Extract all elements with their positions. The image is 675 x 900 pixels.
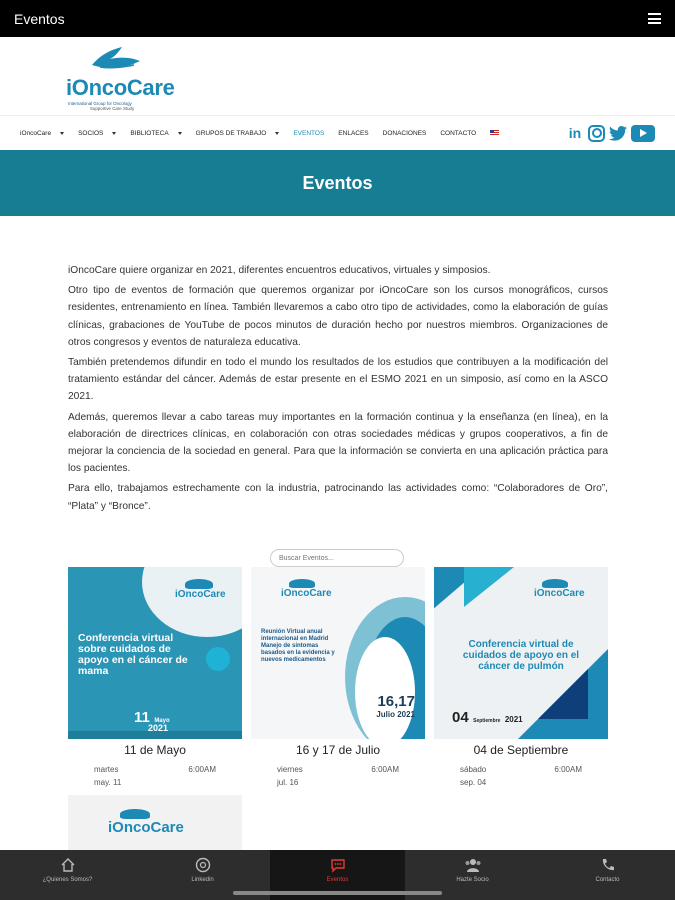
chat-icon xyxy=(329,856,347,874)
phone-icon xyxy=(599,856,617,874)
chevron-down-icon xyxy=(60,132,64,135)
chevron-down-icon xyxy=(275,132,279,135)
event-short-date: jul. 16 xyxy=(277,778,299,787)
app-bar xyxy=(0,0,675,37)
home-icon xyxy=(59,856,77,874)
app-title: Eventos xyxy=(14,10,65,27)
event-short-date: may. 11 xyxy=(94,778,122,787)
event-poster[interactable] xyxy=(251,567,425,739)
social-links xyxy=(566,124,655,142)
header-logo-area xyxy=(0,37,675,115)
nav-item-ioncocare[interactable]: iOncoCare xyxy=(20,130,64,137)
search-events-input[interactable] xyxy=(270,549,404,567)
tab-label: Hazte Socio xyxy=(456,877,489,883)
group-icon xyxy=(464,856,482,874)
nav-item-biblioteca[interactable]: BIBLIOTECA xyxy=(130,130,181,137)
hamburger-icon[interactable] xyxy=(648,13,661,24)
nav-item-contacto[interactable]: CONTACTO xyxy=(440,129,477,137)
intro-text xyxy=(68,262,608,518)
page-banner xyxy=(0,150,675,216)
paragraph: Otro tipo de eventos de formación que queremos organizar por iOncoCare son los cursos monográficos, cursos residentes, entrenamiento en línea. También llevaremos a cabo otro tipo de actividades, como la elaboración de guías clínicas, grabaciones de YouTube de pocos minutos de duración hecho por nuestros miembros. Organizaciones de otros congresos y eventos de naturaleza educativa. xyxy=(68,285,608,348)
event-weekday: sábado xyxy=(460,765,487,774)
event-card[interactable] xyxy=(68,795,242,850)
poster-month: Mayo xyxy=(154,718,170,724)
logo-wordmark: iOncoCare xyxy=(66,75,175,100)
event-weekday: martes xyxy=(94,765,119,774)
us-flag-icon[interactable] xyxy=(490,130,499,136)
tab-label: Contacto xyxy=(595,877,620,883)
poster-headline: Conferencia virtual de cuidados de apoyo en el cáncer de pulmón xyxy=(462,639,580,672)
event-date-title[interactable]: 16 y 17 de Julio xyxy=(295,743,381,757)
event-time: 6:00AM xyxy=(554,765,582,774)
tab-contacto[interactable] xyxy=(540,850,675,900)
event-short-date: sep. 04 xyxy=(460,778,487,787)
nav-item-donaciones[interactable]: DONACIONES xyxy=(382,129,427,137)
poster-day: 16,17 xyxy=(377,693,415,710)
poster-day: 04 xyxy=(452,709,469,726)
paragraph: También pretendemos difundir en todo el mundo los resultados de los estudios que contribuyen a la modificación del tratamiento estándar del cáncer. Además de estar presente en el ESMO 2021 en un simposio, así como en la ASCO 2021. xyxy=(68,357,608,403)
poster-brand: iOncoCare xyxy=(281,588,332,599)
poster-month: Julio xyxy=(376,710,395,719)
event-poster[interactable] xyxy=(434,567,608,739)
event-weekday: viernes xyxy=(277,765,303,774)
tab-label: ¿Quienes Somos? xyxy=(42,877,93,883)
tab-quienes-somos[interactable] xyxy=(0,850,135,900)
event-meta xyxy=(68,763,242,789)
nav-item-eventos[interactable]: EVENTOS xyxy=(293,129,325,137)
nav-item-grupos[interactable]: GRUPOS DE TRABAJO xyxy=(196,130,280,137)
event-card[interactable] xyxy=(251,567,425,789)
poster-year: 2021 xyxy=(504,715,523,724)
poster-headline: Conferencia virtual sobre cuidados de apoyo en el cáncer de mama xyxy=(78,632,188,677)
main-nav xyxy=(0,115,675,150)
tab-label: Linkedin xyxy=(191,877,214,883)
event-poster[interactable] xyxy=(68,795,242,850)
tab-label: Eventos xyxy=(326,877,349,883)
nav-item-socios[interactable]: SOCIOS xyxy=(78,130,116,137)
linkedin-icon xyxy=(194,856,212,874)
event-date-title[interactable]: 04 de Septiembre xyxy=(473,743,569,757)
event-meta xyxy=(251,763,425,789)
page-title: Eventos xyxy=(302,172,373,193)
poster-month: Septiembre xyxy=(473,718,501,724)
poster-brand: iOncoCare xyxy=(534,588,585,599)
event-poster[interactable] xyxy=(68,567,242,739)
event-card[interactable] xyxy=(434,567,608,789)
logo-subtitle-2: Supportive Care Study xyxy=(90,106,135,111)
paragraph: iOncoCare quiere organizar en 2021, diferentes encuentros educativos, virtuales y simposios. xyxy=(68,265,491,276)
youtube-icon[interactable] xyxy=(631,125,655,142)
poster-day: 11 xyxy=(134,709,150,726)
poster-brand: iOncoCare xyxy=(108,819,184,836)
poster-headline: Reunión Virtual anual internacional en Madrid Manejo de síntomas basados en la evidencia y nuevos medicamentos xyxy=(261,629,335,663)
paragraph: Además, queremos llevar a cabo tareas muy importantes en la formación continua y la enseñanza (en línea), en la elaboración de directrices clínicas, en colaboración con otras sociedades médicas y grupos cooperativos, a fin de mejorar la conciencia de la sociedad en general. Para que la información se convierta en una aplicación práctica para los pacientes. xyxy=(68,411,608,475)
paragraph: Para ello, trabajamos estrechamente con la industria, patrocinando las actividades como: “Colaboradores de Oro”, “Plata” y “Bronce”. xyxy=(68,483,608,512)
nav-item-enlaces[interactable]: ENLACES xyxy=(338,129,369,137)
chevron-down-icon xyxy=(178,132,182,135)
instagram-icon[interactable] xyxy=(588,125,605,142)
site-logo[interactable] xyxy=(66,45,176,109)
chevron-down-icon xyxy=(112,132,116,135)
poster-year: 2021 xyxy=(148,723,169,733)
poster-brand: iOncoCare xyxy=(175,589,226,600)
linkedin-icon[interactable]: in xyxy=(568,125,582,141)
logo-subtitle: International Group for Oncology xyxy=(68,101,132,106)
event-date-title[interactable]: 11 de Mayo xyxy=(124,743,186,757)
twitter-icon[interactable] xyxy=(609,124,627,142)
event-time: 6:00AM xyxy=(371,765,399,774)
hand-logo-icon xyxy=(88,45,144,75)
event-card[interactable] xyxy=(68,567,242,789)
poster-year: 2021 xyxy=(397,710,415,719)
event-meta xyxy=(434,763,608,789)
event-time: 6:00AM xyxy=(188,765,216,774)
home-indicator xyxy=(233,891,442,895)
